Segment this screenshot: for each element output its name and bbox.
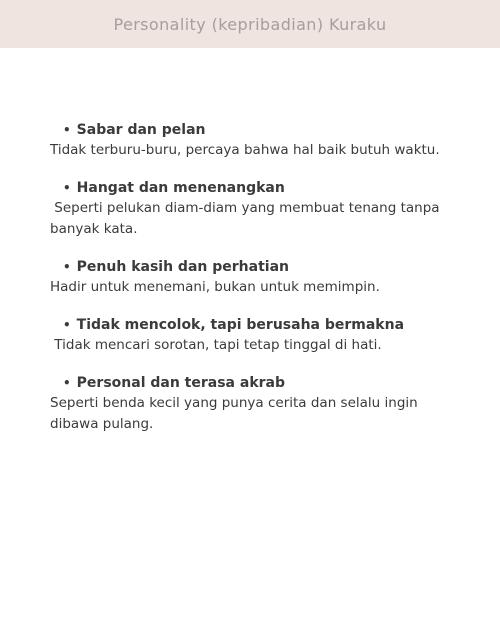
trait-description: Seperti benda kecil yang punya cerita dan selalu ingin dibawa pulang. — [50, 395, 422, 432]
bullet-icon: • — [63, 376, 71, 390]
trait-item — [50, 373, 450, 435]
trait-heading — [50, 120, 450, 140]
trait-heading-text: Tidak mencolok, tapi berusaha bermakna — [76, 317, 405, 333]
bullet-icon: • — [63, 181, 71, 195]
trait-description: Tidak terburu-buru, percaya bahwa hal baik butuh waktu. — [50, 142, 440, 158]
trait-heading-text: Sabar dan pelan — [76, 122, 206, 138]
page-title: Personality (kepribadian) Kuraku — [113, 14, 387, 34]
trait-description: Hadir untuk menemani, bukan untuk memimpin. — [50, 279, 380, 295]
trait-item — [50, 178, 450, 240]
bullet-icon: • — [63, 318, 71, 332]
trait-heading-text: Hangat dan menenangkan — [76, 180, 285, 196]
trait-item — [50, 120, 450, 161]
trait-heading — [50, 257, 450, 277]
bullet-icon: • — [63, 260, 71, 274]
trait-heading-text: Personal dan terasa akrab — [76, 375, 286, 391]
page-header — [0, 0, 500, 48]
trait-description: Tidak mencari sorotan, tapi tetap tinggal di hati. — [50, 337, 382, 353]
trait-heading — [50, 178, 450, 198]
trait-item — [50, 257, 450, 298]
trait-heading — [50, 315, 450, 335]
trait-description: Seperti pelukan diam-diam yang membuat tenang tanpa banyak kata. — [50, 200, 444, 237]
traits-list — [50, 120, 450, 452]
trait-heading-text: Penuh kasih dan perhatian — [76, 259, 289, 275]
trait-item — [50, 315, 450, 356]
trait-heading — [50, 373, 450, 393]
bullet-icon: • — [63, 123, 71, 137]
